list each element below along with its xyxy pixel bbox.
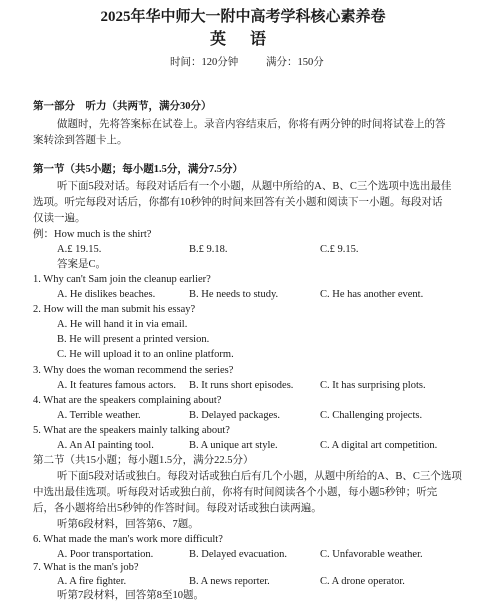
part1-heading: 第一部分 听力（共两节，满分30分） xyxy=(33,101,212,112)
question-2-option-c: C. He will upload it to an online platform. xyxy=(57,349,234,360)
question-5-option-a: A. An AI painting tool. xyxy=(57,440,154,451)
section1-heading: 第一节（共5小题；每小题1.5分，满分7.5分） xyxy=(33,164,243,175)
example-answer: 答案是C。 xyxy=(57,259,107,270)
section1-intro-line: 听下面5段对话。每段对话后有一个小题，从题中所给的A、B、C三个选项中选出最佳 xyxy=(57,181,452,192)
exam-time: 时间：120分钟 xyxy=(170,57,239,68)
section1-intro-line: 选项。听完每段对话后，你都有10秒钟的时间来回答有关小题和阅读下一小题。每段对话 xyxy=(33,197,443,208)
question-6: 6. What made the man's work more difficult? xyxy=(33,534,223,545)
exam-score: 满分：150分 xyxy=(266,57,324,68)
question-7-option-c: C. A drone operator. xyxy=(320,576,405,587)
section1-intro-line: 仅读一遍。 xyxy=(33,213,86,224)
exam-title: 2025年华中师大一附中高考学科核心素养卷 xyxy=(100,9,386,25)
question-4: 4. What are the speakers complaining about? xyxy=(33,395,222,406)
question-2-option-b: B. He will present a printed version. xyxy=(57,334,210,345)
question-7: 7. What is the man's job? xyxy=(33,562,139,573)
question-1-option-b: B. He needs to study. xyxy=(189,289,279,300)
part1-intro-line: 案转涂到答题卡上。 xyxy=(33,135,128,146)
question-1-option-a: A. He dislikes beaches. xyxy=(57,289,156,300)
question-7-option-b: B. A news reporter. xyxy=(189,576,270,587)
example-option-b: B.£ 9.18. xyxy=(189,244,228,255)
listen-material-7: 听第7段材料，回答第8至10题。 xyxy=(57,590,204,601)
section2-intro-line: 听下面5段对话或独白。每段对话或独白后有几个小题，从题中所给的A、B、C三个选项 xyxy=(57,471,462,482)
question-3-option-c: C. It has surprising plots. xyxy=(320,380,426,391)
question-6-option-c: C. Unfavorable weather. xyxy=(320,549,423,560)
question-5-option-c: C. A digital art competition. xyxy=(320,440,438,451)
example-option-a: A.£ 19.15. xyxy=(57,244,102,255)
part1-intro-line: 做题时，先将答案标在试卷上。录音内容结束后，你将有两分钟的时间将试卷上的答 xyxy=(57,119,446,130)
question-6-option-a: A. Poor transportation. xyxy=(57,549,154,560)
question-5-option-b: B. A unique art style. xyxy=(189,440,278,451)
question-2: 2. How will the man submit his essay? xyxy=(33,304,196,315)
section2-intro-line: 后，各小题将给出5秒钟的作答时间。每段对话或独白读两遍。 xyxy=(33,503,322,514)
question-4-option-b: B. Delayed packages. xyxy=(189,410,280,421)
question-4-option-a: A. Terrible weather. xyxy=(57,410,141,421)
question-1-option-c: C. He has another event. xyxy=(320,289,424,300)
question-4-option-c: C. Challenging projects. xyxy=(320,410,423,421)
section2-heading: 第二节（共15小题；每小题1.5分，满分22.5分） xyxy=(33,455,254,466)
question-3-option-b: B. It runs short episodes. xyxy=(189,380,294,391)
example-question: 例：How much is the shirt? xyxy=(33,229,152,240)
question-1: 1. Why can't Sam join the cleanup earlier? xyxy=(33,274,211,285)
question-7-option-a: A. A fire fighter. xyxy=(57,576,127,587)
subject-title: 英 语 xyxy=(209,31,276,48)
listen-material-6: 听第6段材料，回答第6、7题。 xyxy=(57,519,199,530)
question-2-option-a: A. He will hand it in via email. xyxy=(57,319,188,330)
section2-intro-line: 中选出最佳选项。听每段对话或独白前，你将有时间阅读各个小题，每小题5秒钟；听完 xyxy=(33,487,438,498)
question-5: 5. What are the speakers mainly talking about? xyxy=(33,425,230,436)
question-3-option-a: A. It features famous actors. xyxy=(57,380,176,391)
example-option-c: C.£ 9.15. xyxy=(320,244,359,255)
question-3: 3. Why does the woman recommend the series? xyxy=(33,365,234,376)
question-6-option-b: B. Delayed evacuation. xyxy=(189,549,287,560)
